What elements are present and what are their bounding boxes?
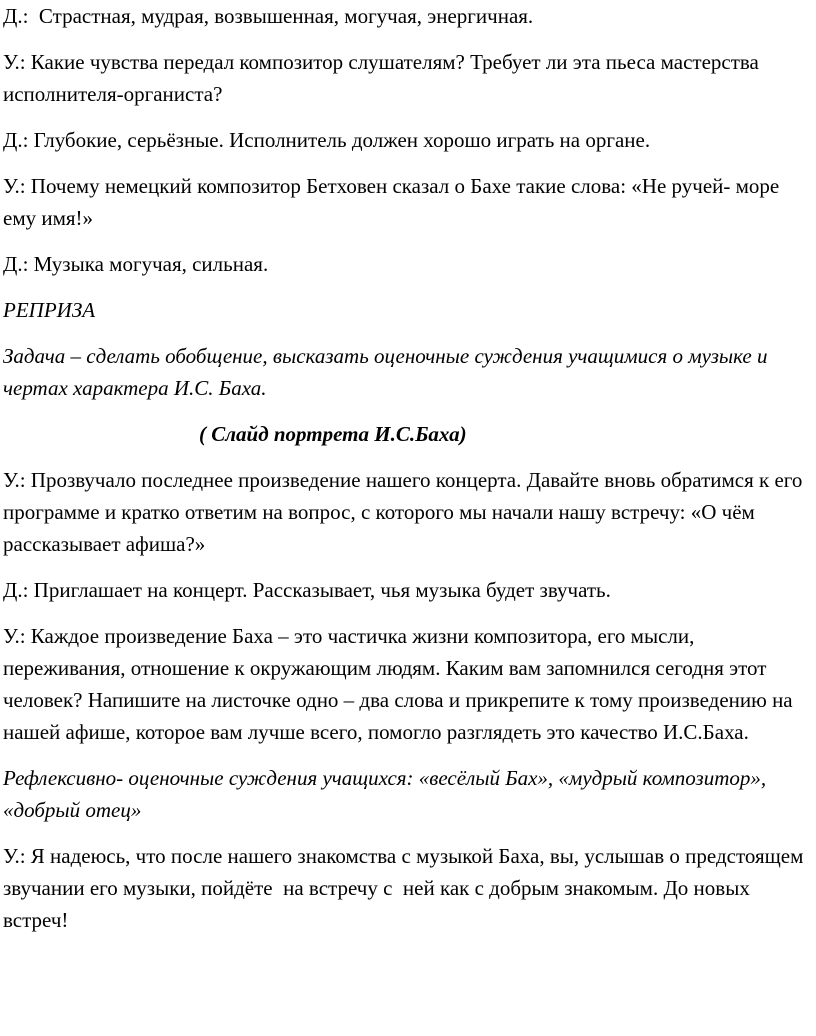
paragraph-task: Задача – сделать обобщение, высказать оценочные суждения учащимися о музыке и чертах характера И.С. Баха. (3, 344, 773, 400)
paragraph-closing: У.: Я надеюсь, что после нашего знакомства с музыкой Баха, вы, услышав о предстоящем звучании его музыки, пойдёте на встречу с ней как с добрым знакомым. До новых встреч! (3, 844, 809, 932)
slide-note: ( Слайд портрета И.С.Баха) (199, 422, 467, 446)
paragraph-question-4: У.: Каждое произведение Баха – это частичка жизни композитора, его мысли, переживания, отношение к окружающим людям. Каким вам запомнился сегодня этот человек? Напишите на листочке одно – два слова и прикрепите к тому произведению на нашей афише, которое вам лучше всего, помогло разглядеть это качество И.С.Баха. (3, 624, 798, 744)
paragraph-dialogue-1: Д.: Страстная, мудрая, возвышенная, могучая, энергичная. (3, 4, 534, 28)
paragraph-reflection: Рефлексивно- оценочные суждения учащихся: «весёлый Бах», «мудрый композитор», «добрый отец» (3, 766, 772, 822)
paragraph-question-3: У.: Прозвучало последнее произведение нашего концерта. Давайте вновь обратимся к его программе и кратко ответим на вопрос, с которого мы начали нашу встречу: «О чём рассказывает афиша?» (3, 468, 808, 556)
paragraph-dialogue-4: Д.: Приглашает на концерт. Рассказывает, чья музыка будет звучать. (3, 578, 611, 602)
paragraph-dialogue-3: Д.: Музыка могучая, сильная. (3, 252, 269, 276)
paragraph-question-2: У.: Почему немецкий композитор Бетховен сказал о Бахе такие слова: «Не ручей- море ему имя!» (3, 174, 785, 230)
paragraph-dialogue-2: Д.: Глубокие, серьёзные. Исполнитель должен хорошо играть на органе. (3, 128, 651, 152)
section-heading-reprise: РЕПРИЗА (3, 298, 96, 322)
paragraph-question-1: У.: Какие чувства передал композитор слушателям? Требует ли эта пьеса мастерства исполнителя-органиста? (3, 50, 765, 106)
